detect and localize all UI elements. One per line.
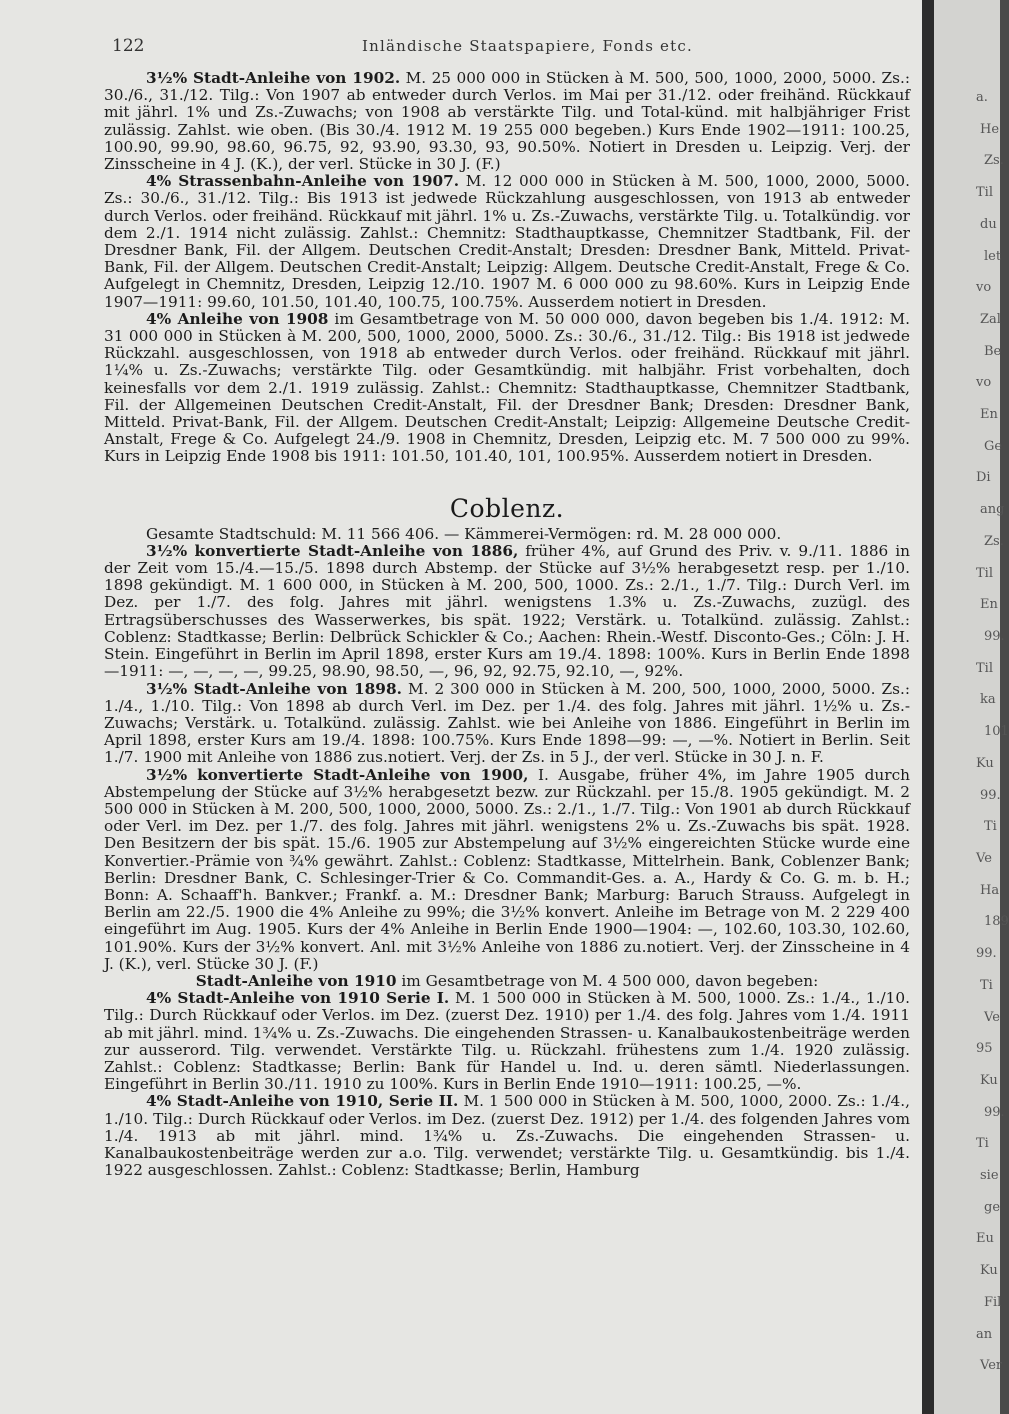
entry-strassenbahn-anleihe-1907 [104,173,910,311]
entry-heading: 4% Stadt-Anleihe von 1910 Serie I. [146,989,450,1008]
entry-coblenz-1900 [104,767,910,973]
entry-heading: 3½% konvertierte Stadt-Anleihe von 1886, [146,541,519,560]
city-heading: Coblenz. [449,493,565,523]
facing-page-fragment: Be [984,343,1002,359]
facing-page-fragment: Til [976,185,993,201]
facing-page-fragment: an [976,1326,993,1342]
facing-page-fragment: Ti [980,977,993,993]
facing-page-fragment: vo [976,375,992,391]
running-head-title: Inländische Staatspapiere, Fonds etc. [362,37,693,55]
facing-page-fragment: Zs. [984,153,1004,169]
entry-anleihe-1908 [104,311,910,466]
entry-body: im Gesamtbetrage von M. 50 000 000, davon begeben bis 1./4. 1912: M. 31 000 000 in Stücken à M. 200, 500, 1000, 2000, 5000. Zs.: 30./6., 31./12. Tilg.: Bis 1918 ist jedwede Rückzahl. ausgeschlossen, von 1918 ab entweder durch Verlos. oder freihänd. Rückkauf mit jährl. 1¼% u. Zs.-Zuwachs; verstärkte Tilg. oder Gesamtkündig. mit halbjähr. Frist vorbehalten, doch keinesfalls vor dem 2./1. 1919 zulässig. Zahlst.: Chemnitz: Stadthauptkasse, Chemnitzer Stadtbank, Fil. der Allgemeinen Deutschen Credit-Anstalt, Fil. der Dresdner Bank; Dresden: Dresdner Bank, Mitteld. Privat-Bank, Fil. der Allgem. Deutschen Credit-Anstalt; Leipzig: Allgemeine Deutsche Credit-Anstalt, Frege & Co. Aufgelegt 24./9. 1908 in Chemnitz, Dresden, Leipzig etc. M. 7 500 000 zu 99%. Kurs in Leipzig Ende 1908 bis 1911: 101.50, 101.40, 101, 100.95%. Ausserdem notiert in Dresden. [104,309,910,466]
entry-body: im Gesamtbetrage von M. 4 500 000, davon begeben: [401,971,819,990]
entry-heading: 3½% Stadt-Anleihe von 1902. [146,69,401,87]
facing-page-fragment: Zs. [984,533,1004,549]
entry-heading: 3½% Stadt-Anleihe von 1898. [146,679,402,698]
facing-page-fragment: Fil [984,1294,1002,1310]
facing-page-fragment: Ha [980,882,1000,898]
facing-page-fragment: sie [980,1168,999,1184]
page-text [104,70,910,1179]
facing-page-fragment: vo [976,280,992,296]
entry-heading: 4% Anleihe von 1908 [146,309,329,328]
facing-page-fragment: Ku [976,755,994,771]
facing-page-fragment: Ve [976,850,992,866]
entry-stadt-anleihe-1902 [104,70,910,173]
entry-body: M. 1 500 000 in Stücken à M. 500, 1000. Zs.: 1./4., 1./10. Tilg.: Durch Rückkauf oder Verlos. im Dez. (zuerst Dez. 1910) per 1./4. des folg. Jahres vom 1./4. 1911 ab mit jährl. mind. 1¾% u. Zs.-Zuwachs. Die eingehenden Strassen- u. Kanalbaukostenbeiträge werden zur ausserord. Tilg. verwendet. Verstärkte Tilg. u. Rückzahl. frühestens zum 1./4. 1920 zulässig. Zahlst.: Coblenz: Stadtkasse; Berlin: Bank für Handel u. Ind. u. deren sämtl. Niederlassungen. Eingeführt in Berlin 30./11. 1910 zu 100%. Kurs in Berlin Ende 1910—1911: 100.25, —%. [104,989,910,1094]
facing-page-edge [934,0,1009,1414]
entry-heading: 3½% konvertierte Stadt-Anleihe von 1900, [146,765,529,784]
facing-page-fragment: Ti [976,1136,989,1152]
facing-page-fragment: Ver [980,1358,1003,1374]
facing-page-fragment: ang [980,502,1005,518]
entry-heading: 4% Strassenbahn-Anleihe von 1907. [146,172,460,191]
facing-page-fragment: let [984,248,1002,264]
facing-page-fragment: Til [976,565,993,581]
facing-page-fragment: En [980,407,998,423]
city-debt-summary: Gesamte Stadtschuld: M. 11 566 406. — Kämmerei-Vermögen: rd. M. 28 000 000. [146,524,782,543]
facing-page-fragment: a. [976,90,988,105]
book-gutter [922,0,934,1414]
loan-1910-intro [104,973,910,990]
entry-body: M. 2 300 000 in Stücken à M. 200, 500, 1000, 2000, 5000. Zs.: 1./4., 1./10. Tilg.: Von 1898 ab durch Verl. im Dez. per 1./4. des folg. Jahres mit jährl. 1½% u. Zs.-Zuwachs; Verstärk. u. Totalkünd. zulässig. Zahlst. wie bei Anleihe von 1886. Eingeführt in Berlin im April 1898, erster Kurs am 19./4. 1898: 100.75%. Kurs Ende 1898—99: —, —%. Notiert in Berlin. Seit 1./7. 1900 mit Anleihe von 1886 zus.notiert. Verj. der Zs. in 5 J., der verl. Stücke in 30 J. n. F. [104,679,910,767]
entry-coblenz-1910-serie-2 [104,1093,910,1179]
entry-body: früher 4%, auf Grund des Priv. v. 9./11. 1886 in der Zeit vom 15./4.—15./5. 1898 durch Abstemp. der Stücke auf 3½% herabgesetzt resp. per 1./10. 1898 gekündigt. M. 1 600 000, in Stücken à M. 200, 500, 1000. Zs.: 2./1., 1./7. Tilg.: Durch Verl. im Dez. per 1./7. des folg. Jahres mit jährl. wenigstens 1.3% u. Zs.-Zuwachs, zuzügl. des Ertragsüberschusses des Wasserwerkes, bis spät. 1922; Verstärk. u. Totalkünd. zulässig. Zahlst.: Coblenz: Stadtkasse; Berlin: Delbrück Schickler & Co.; Aachen: Rhein.-Westf. Disconto-Ges.; Cöln: J. H. Stein. Eingeführt in Berlin im April 1898, erster Kurs am 19./4. 1898: 100%. Kurs in Berlin Ende 1898—1911: —, —, —, —, 99.25, 98.90, 98.50, —, 96, 92, 92.75, 92.10, —, 92%. [104,541,910,681]
facing-page-fragment: Eu [976,1231,994,1247]
page-number: 122 [112,36,145,56]
entry-body: M. 1 500 000 in Stücken à M. 500, 1000, 2000. Zs.: 1./4., 1./10. Tilg.: Durch Rückkauf oder Verlos. im Dez. (zuerst Dez. 1912) per 1./4. des folgenden Jahres vom 1./4. 1913 ab mit jährl. mind. 1¾% u. Zs.-Zuwachs. Die eingehenden Strassen- u. Kanalbaukostenbeiträge werden zur a.o. Tilg. verwendet; verstärkte Tilg. u. Gesamtkündig. bis 1./4. 1922 ausgeschlossen. Zahlst.: Coblenz: Stadtkasse; Berlin, Hamburg [104,1092,910,1180]
facing-page-fragment: 101 [984,724,1009,740]
facing-page-fragment: Ve [984,1009,1000,1025]
entry-coblenz-1886 [104,543,910,681]
facing-page-fragment: 95 [976,1041,993,1057]
facing-page-fragment: 99. [984,629,1005,645]
facing-page-fragment: 99. [980,787,1001,803]
facing-page-fragment: Ti [984,819,997,835]
facing-page-fragment: Ku [980,1263,998,1279]
facing-page-fragment: En [980,597,998,613]
facing-page-fragment: Di [976,470,991,486]
entry-coblenz-1898 [104,681,910,767]
entry-heading: Stadt-Anleihe von 1910 [195,971,397,990]
facing-page-fragment: ka [980,692,996,708]
facing-page-fragment: 99. [984,1104,1005,1120]
entry-body: M. 25 000 000 in Stücken à M. 500, 500, 1000, 2000, 5000. Zs.: 30./6., 31./12. Tilg.: Von 1907 ab entweder durch Verlos. im Mai per 31./12. oder freihänd. Rückkauf mit jährl. 1% und Zs.-Zuwachs; von 1908 ab verstärkte Tilg. und Total-künd. mit halbjähriger Frist zulässig. Zahlst. wie oben. (Bis 30./4. 1912 M. 19 255 000 begeben.) Kurs Ende 1902—1911: 100.25, 100.90, 99.90, 98.60, 96.75, 92, 93.90, 93.30, 93, 90.50%. Notiert in Dresden u. Leipzig. Verj. der Zinsscheine in 4 J. (K.), der verl. Stücke in 30 J. (F.) [104,69,910,174]
entry-heading: 4% Stadt-Anleihe von 1910, Serie II. [146,1092,459,1111]
facing-page-fragment: Ku [980,1072,998,1088]
entry-body: I. Ausgabe, früher 4%, im Jahre 1905 durch Abstempelung der Stücke auf 3½% herabgesetzt bezw. zur Rückzahl. per 15./8. 1905 gekündigt. M. 2 500 000 in Stücken à M. 200, 500, 1000, 2000, 5000. Zs.: 2./1., 1./7. Tilg.: Von 1901 ab durch Rückkauf oder Verl. im Dez. per 1./7. des folg. Jahres mit jährl. wenigstens 2% u. Zs.-Zuwachs bis spät. 1928. Den Besitzern der bis spät. 15./6. 1905 zur Abstempelung auf 3½% eingereichten Stücke wurde eine Konvertier.-Prämie von ¾% gewährt. Zahlst.: Coblenz: Stadtkasse, Mittelrhein. Bank, Coblenzer Bank; Berlin: Dresdner Bank, C. Schlesinger-Trier & Co. Commandit-Ges. a. A., Hardy & Co. G. m. b. H.; Bonn: A. Schaaff'h. Bankver.; Frankf. a. M.: Dresdner Bank; Marburg: Baruch Strauss. Aufgelegt in Berlin am 22./5. 1900 die 4% Anleihe zu 99%; die 3½% konvert. Anleihe im Betrage von M. 2 229 400 eingeführt im Aug. 1905. Kurs der 4% Anleihe in Berlin Ende 1900—1904: —, 102.60, 103.30, 102.60, 101.90%. Kurs der 3½% konvert. Anl. mit 3½% Anleihe von 1886 zu.notiert. Verj. der Zinsscheine in 4 J. (K.), verl. Stücke 30 J. (F.) [104,765,911,973]
facing-page-fragment: 189 [984,914,1009,930]
facing-page-fragment: Ge [984,438,1003,454]
facing-page-fragment: 99. [976,946,997,962]
entry-body: M. 12 000 000 in Stücken à M. 500, 1000, 2000, 5000. Zs.: 30./6., 31./12. Tilg.: Bis 1913 ist jedwede Rückzahlung ausgeschlossen, von 1913 ab entweder durch Verlos. oder freihänd. Rückkauf mit jährl. 1% u. Zs.-Zuwachs, verstärkte Tilg. u. Totalkündig. vor dem 2./1. 1914 nicht zulässig. Zahlst.: Chemnitz: Stadthauptkasse, Chemnitzer Stadtbank, Fil. der Dresdner Bank, Fil. der Allgem. Deutschen Credit-Anstalt; Dresden: Dresdner Bank, Mitteld. Privat-Bank, Fil. der Allgem. Deutschen Credit-Anstalt; Leipzig: Allgem. Deutsche Credit-Anstalt, Frege & Co. Aufgelegt in Chemnitz, Dresden, Leipzig 12./10. 1907 M. 6 000 000 zu 98.60%. Kurs in Leipzig Ende 1907—1911: 99.60, 101.50, 101.40, 100.75, 100.75%. Ausserdem notiert in Dresden. [104,172,910,311]
facing-page-fragment: ge [984,1199,1001,1215]
facing-page-fragment: du [980,216,997,232]
facing-page-fragment: Til [976,660,993,676]
facing-page-fragment: Zal [980,311,1001,327]
entry-coblenz-1910-serie-1 [104,990,910,1093]
facing-page-fragment: He [980,121,1000,137]
